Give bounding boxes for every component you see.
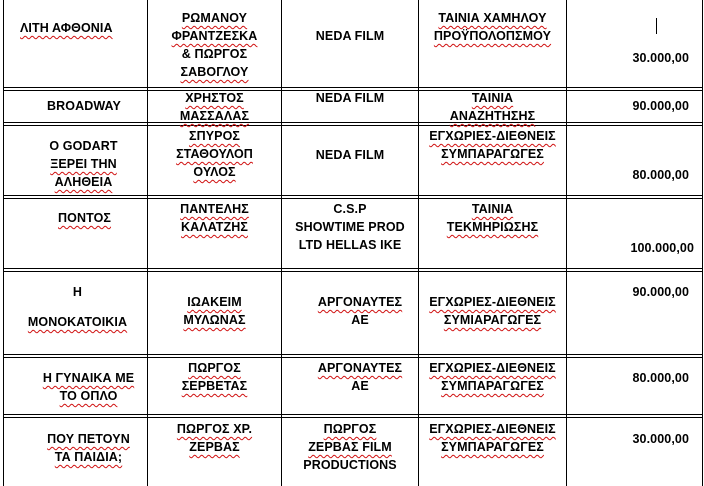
- row-divider: [3, 122, 703, 123]
- film-title: Η ΜΟΝΟΚΑΤΟΙΚΙΑ: [27, 285, 128, 329]
- director-name: ΣΠΥΡΟΣ ΣΤΑΘΟΥΛΟΠ ΟΥΛΟΣ: [176, 129, 253, 179]
- funding-category: ΕΓΧΩΡΙΕΣ-ΔΙΕΘΝΕΙΣ ΣΥΜΙΑΡΑΓΩΓΕΣ: [429, 295, 556, 327]
- director-name: ΧΡΗΣΤΟΣ ΜΑΣΣΑΛΑΣ: [179, 91, 250, 123]
- director-name: ΠΩΡΓΟΣ ΣΕΡΒΕΤΑΣ: [181, 361, 248, 393]
- row-divider: [3, 357, 703, 358]
- director-name: ΠΑΝΤΕΛΗΣ ΚΑΛΑΤΖΗΣ: [180, 202, 249, 234]
- film-title: ΠΟΥ ΠΕΤΟΥΝ ΤΑ ΠΑΙΔΙΑ;: [47, 432, 130, 464]
- row-divider: [3, 414, 703, 415]
- funding-amount: 100.000,00: [630, 241, 694, 255]
- production-company: NEDA FILM: [315, 91, 385, 105]
- production-company: C.S.P SHOWTIME PROD LTD HELLAS IKE: [295, 202, 405, 252]
- row-divider: [3, 195, 703, 196]
- funding-category: ΤΑΙΝΙΑ ΤΕΚΜΗΡΙΩΣΗΣ: [446, 202, 539, 234]
- production-company: ΑΡΓΟΝΑΥΤΕΣ ΑΕ: [317, 295, 403, 327]
- funding-category: ΤΑΙΝΙΑ ΧΑΜΗΛΟΥ ΠΡΟΫΠΟΛΟΠΣΜΟΥ: [433, 11, 552, 43]
- production-company: NEDA FILM: [315, 148, 385, 162]
- production-company: ΑΡΓΟΝΑΥΤΕΣ ΑΕ: [317, 361, 403, 393]
- funding-amount: 80.000,00: [632, 371, 689, 385]
- director-name: ΠΩΡΓΟΣ ΧΡ. ΖΕΡΒΑΣ: [176, 422, 253, 454]
- film-title: ΠΟΝΤΟΣ: [58, 211, 112, 225]
- director-name: ΡΩΜΑΝΟΥ ΦΡΑΝΤΖΕΣΚΑ & ΠΩΡΓΟΣ ΣΑΒΟΓΛΟΥ: [171, 11, 258, 79]
- film-title: ΛΙΤΗ ΑΦΘΟΝΙΑ: [20, 21, 113, 35]
- film-title: BROADWAY: [47, 99, 121, 113]
- row-divider: [3, 417, 703, 418]
- text-cursor: [656, 18, 657, 34]
- funding-category: ΕΓΧΩΡΙΕΣ-ΔΙΕΘΝΕΙΣ ΣΥΜΠΑΡΑΓΩΓΕΣ: [429, 361, 556, 393]
- row-divider: [3, 125, 703, 126]
- film-title: Ο GODART ΞΕΡΕΙ ΤΗΝ ΑΛΗΘΕΙΑ: [49, 139, 118, 189]
- funding-amount: 90.000,00: [632, 99, 689, 113]
- funding-category: ΕΓΧΩΡΙΕΣ-ΔΙΕΘΝΕΙΣ ΣΥΜΠΑΡΑΓΩΓΕΣ: [429, 129, 556, 161]
- funding-amount: 30.000,00: [632, 51, 689, 65]
- row-divider: [3, 87, 703, 88]
- production-company: NEDA FILM: [315, 29, 385, 43]
- row-divider: [3, 271, 703, 272]
- funding-amount: 90.000,00: [632, 285, 689, 299]
- funding-category: ΤΑΙΝΙΑ ΑΝΑΖΗΤΗΣΗΣ: [449, 91, 536, 123]
- funding-category: ΕΓΧΩΡΙΕΣ-ΔΙΕΘΝΕΙΣ ΣΥΜΠΑΡΑΓΩΓΕΣ: [429, 422, 556, 454]
- row-divider: [3, 354, 703, 355]
- funding-amount: 30.000,00: [632, 432, 689, 446]
- director-name: ΙΩΑΚΕΙΜ ΜΥΛΩΝΑΣ: [183, 295, 246, 327]
- funding-amount: 80.000,00: [632, 168, 689, 182]
- production-company: ΠΩΡΓΟΣ ΖΕΡΒΑΣ FILM PRODUCTIONS: [303, 422, 397, 472]
- row-divider: [3, 268, 703, 269]
- row-divider: [3, 198, 703, 199]
- film-title: Η ΓΥΝΑΙΚΑ ΜΕ ΤΟ ΟΠΛΟ: [42, 371, 135, 403]
